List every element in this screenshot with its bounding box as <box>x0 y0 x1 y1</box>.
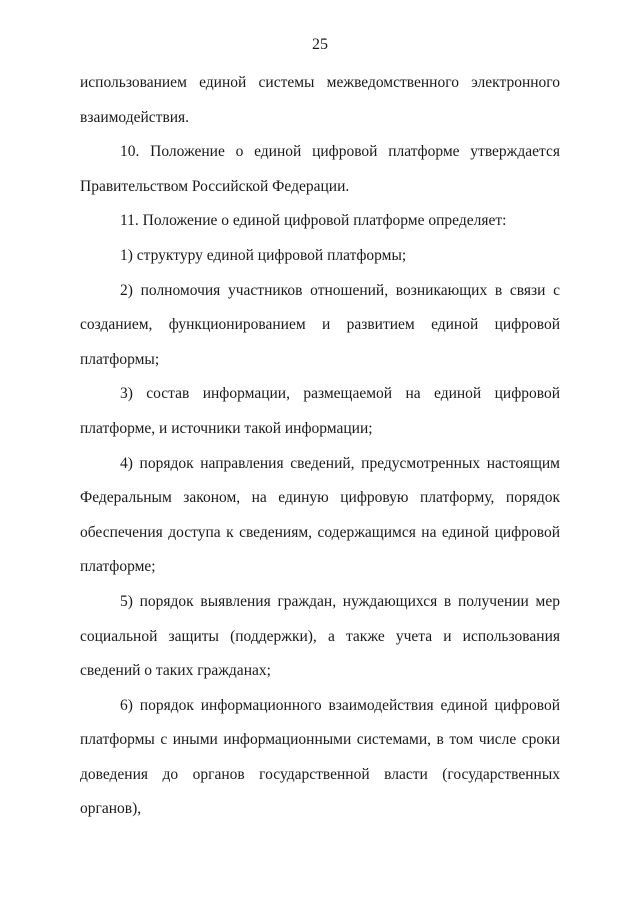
list-item-3: 3) состав информации, размещаемой на единой цифровой платформе, и источники такой информации; <box>80 385 560 437</box>
list-item-5: 5) порядок выявления граждан, нуждающихся в получении мер социальной защиты (поддержки), а также учета и использования сведений о таких гражданах; <box>80 592 560 680</box>
list-item-2: 2) полномочия участников отношений, возникающих в связи с созданием, функционированием и развитием единой цифровой платформы; <box>80 281 560 368</box>
paragraph-item-10: 10. Положение о единой цифровой платформе утверждается Правительством Российской Федерации. <box>80 143 560 195</box>
list-item-4: 4) порядок направления сведений, предусмотренных настоящим Федеральным законом, на единую цифровую платформу, порядок обеспечения доступа к сведениям, содержащимся на единой цифровой платформе; <box>80 454 560 576</box>
paragraph-continuation: использованием единой системы межведомственного электронного взаимодействия. <box>80 74 560 126</box>
paragraph-item-11: 11. Положение о единой цифровой платформе определяет: <box>120 212 507 230</box>
list-item-1: 1) структуру единой цифровой платформы; <box>120 246 407 264</box>
document-body <box>80 66 560 827</box>
page-number: 25 <box>312 36 328 53</box>
list-item-6: 6) порядок информационного взаимодействия единой цифровой платформы с иными информационными системами, в том числе сроки доведения до органов государственной власти (государственных органов), <box>80 696 560 818</box>
